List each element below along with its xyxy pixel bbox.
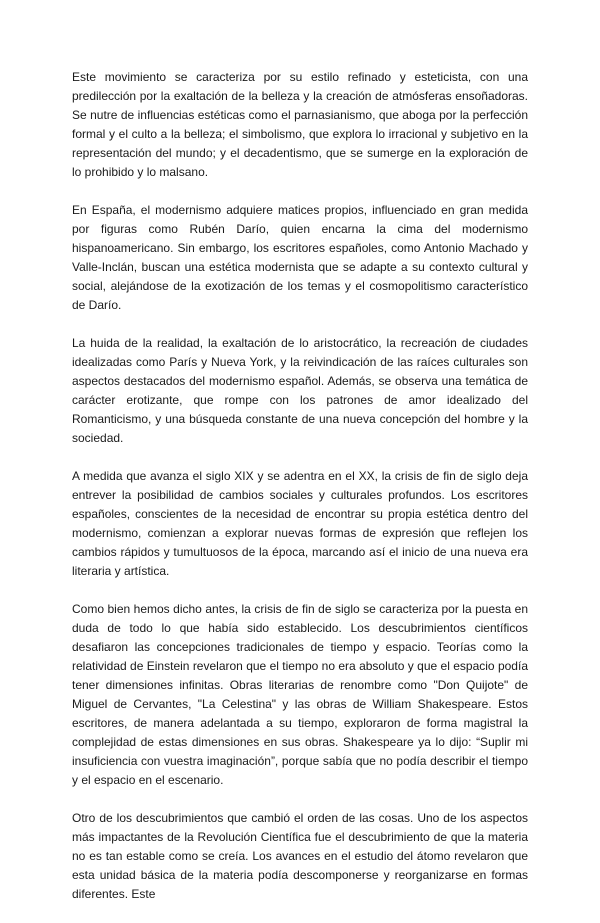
paragraph-2: En España, el modernismo adquiere matices propios, influenciado en gran medida por figuras como Rubén Darío, quien encarna la cima del modernismo hispanoamericano. Sin embargo, los escritores españoles, como Antonio Machado y Valle-Inclán, buscan una estética modernista que se adapte a su contexto cultural y social, alejándose de la exotización de los temas y el cosmopolitismo característico de Darío. — [72, 203, 528, 312]
paragraph-6: Otro de los descubrimientos que cambió el orden de las cosas. Uno de los aspectos más impactantes de la Revolución Científica fue el descubrimiento de que la materia no es tan estable como se creía. Los avances en el estudio del átomo revelaron que esta unidad básica de la materia podía descomponerse y reorganizarse en formas diferentes. Este — [72, 811, 528, 901]
document-body — [72, 68, 528, 923]
paragraph-3: La huida de la realidad, la exaltación de lo aristocrático, la recreación de ciudades idealizadas como París y Nueva York, y la reivindicación de las raíces culturales son aspectos destacados del modernismo español. Además, se observa una temática de carácter erotizante, que rompe con los patrones de amor idealizado del Romanticismo, y una búsqueda constante de una nueva concepción del hombre y la sociedad. — [72, 336, 528, 445]
paragraph-1: Este movimiento se caracteriza por su estilo refinado y esteticista, con una predilección por la exaltación de la belleza y la creación de atmósferas ensoñadoras. Se nutre de influencias estéticas como el parnasianismo, que aboga por la perfección formal y el culto a la belleza; el simbolismo, que explora lo irracional y subjetivo en la representación del mundo; y el decadentismo, que se sumerge en la exploración de lo prohibido y lo malsano. — [72, 70, 528, 179]
paragraph-5: Como bien hemos dicho antes, la crisis de fin de siglo se caracteriza por la puesta en duda de todo lo que había sido establecido. Los descubrimientos científicos desafiaron las concepciones tradicionales de tiempo y espacio. Teorías como la relatividad de Einstein revelaron que el tiempo no era absoluto y que el espacio podía tener dimensiones infinitas. Obras literarias de renombre como "Don Quijote" de Miguel de Cervantes, "La Celestina" y las obras de William Shakespeare. Estos escritores, de manera adelantada a su tiempo, exploraron de forma magistral la complejidad de estas dimensiones en sus obras. Shakespeare ya lo dijo: “Suplir mi insuficiencia con vuestra imaginación”, porque sabía que no podía describir el tiempo y el espacio en el escenario. — [72, 602, 528, 787]
paragraph-4: A medida que avanza el siglo XIX y se adentra en el XX, la crisis de fin de siglo deja entrever la posibilidad de cambios sociales y culturales profundos. Los escritores españoles, conscientes de la necesidad de encontrar su propia estética dentro del modernismo, comienzan a explorar nuevas formas de expresión que reflejen los cambios rápidos y tumultuosos de la época, marcando así el inicio de una nueva era literaria y artística. — [72, 469, 528, 578]
